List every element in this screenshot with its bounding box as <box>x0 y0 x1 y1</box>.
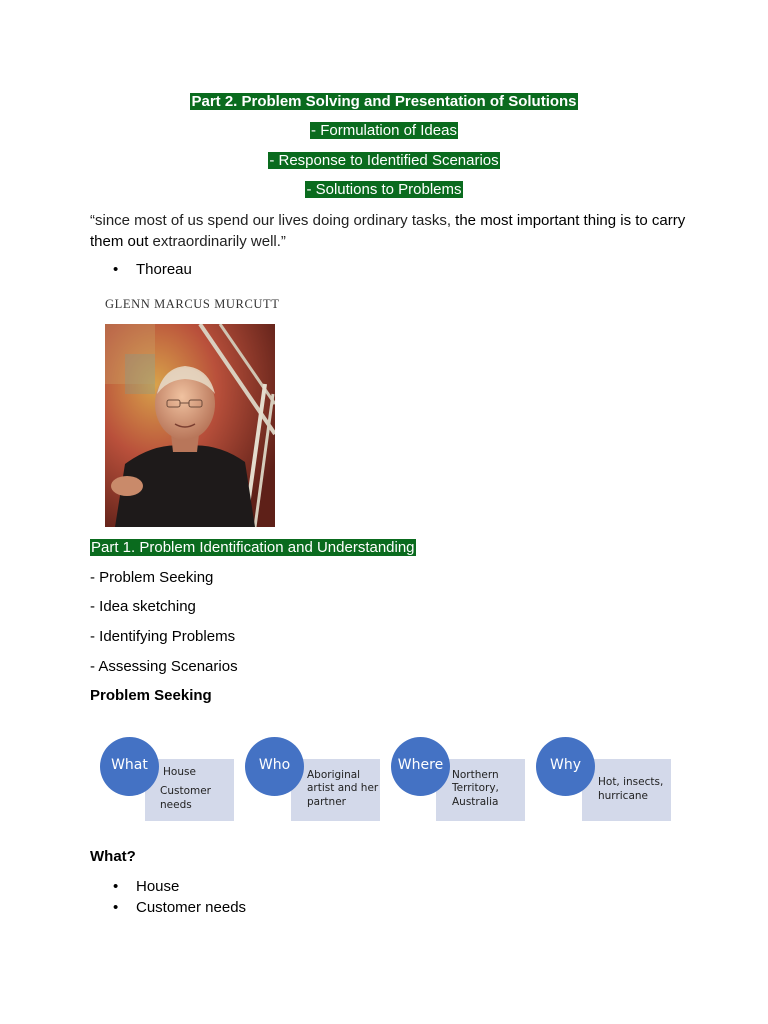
what-heading: What? <box>90 848 136 865</box>
quote-text-1: “since most of us spend our lives doing ordinary tasks, <box>90 212 456 229</box>
portrait-photo <box>105 324 275 527</box>
part2-title: Part 2. Problem Solving and Presentation of Solutions <box>191 93 577 110</box>
part2-item-formulation: - Formulation of Ideas <box>311 122 457 139</box>
card-text-what-3: needs <box>160 799 192 811</box>
card-text-what-2: Customer <box>160 785 212 797</box>
card-text-who-2: artist and her <box>307 782 379 794</box>
card-text-where-2: Territory, <box>452 782 499 794</box>
card-text-who-1: Aboriginal <box>307 769 361 781</box>
circle-where: Where <box>391 737 450 796</box>
circle-why: Why <box>536 737 595 796</box>
what-bullet-customer-needs: • Customer needs <box>113 897 246 918</box>
what-bullet-house: • House <box>113 876 246 897</box>
part2-item-solutions: - Solutions to Problems <box>306 181 462 198</box>
quote-paragraph <box>90 210 690 252</box>
circle-what: What <box>100 737 159 796</box>
part1-item-assessing-scenarios: - Assessing Scenarios <box>90 658 238 675</box>
part1-item-idea-sketching: - Idea sketching <box>90 598 196 615</box>
portrait-illustration <box>105 324 275 527</box>
problem-seeking-heading: Problem Seeking <box>90 687 212 704</box>
card-text-who-3: partner <box>307 796 346 808</box>
part1-item-problem-seeking: - Problem Seeking <box>90 569 214 586</box>
part2-title-line <box>0 92 768 112</box>
card-text-where-3: Australia <box>452 796 499 808</box>
quote-author: • Thoreau <box>113 259 192 280</box>
part1-title: Part 1. Problem Identification and Understanding <box>91 539 415 556</box>
part2-item-line <box>0 121 768 141</box>
quote-text-2: the most important thing is to carry them out <box>90 212 686 250</box>
part1-item-identifying-problems: - Identifying Problems <box>90 628 236 645</box>
what-bullet-list <box>113 876 246 918</box>
part2-item-line <box>0 180 768 200</box>
quote-author-list <box>113 259 192 280</box>
card-text-what-1: House <box>163 766 196 778</box>
part1-title-line <box>90 538 416 558</box>
photo-caption: GLENN MARCUS MURCUTT <box>105 297 280 311</box>
quote-text-3: extraordinarily well.” <box>152 233 286 250</box>
part2-item-response: - Response to Identified Scenarios <box>269 152 499 169</box>
card-text-why-2: hurricane <box>598 790 648 802</box>
part2-item-line <box>0 151 768 171</box>
card-text-where-1: Northern <box>452 769 499 781</box>
circle-who: Who <box>245 737 304 796</box>
card-text-why-1: Hot, insects, <box>598 776 664 788</box>
